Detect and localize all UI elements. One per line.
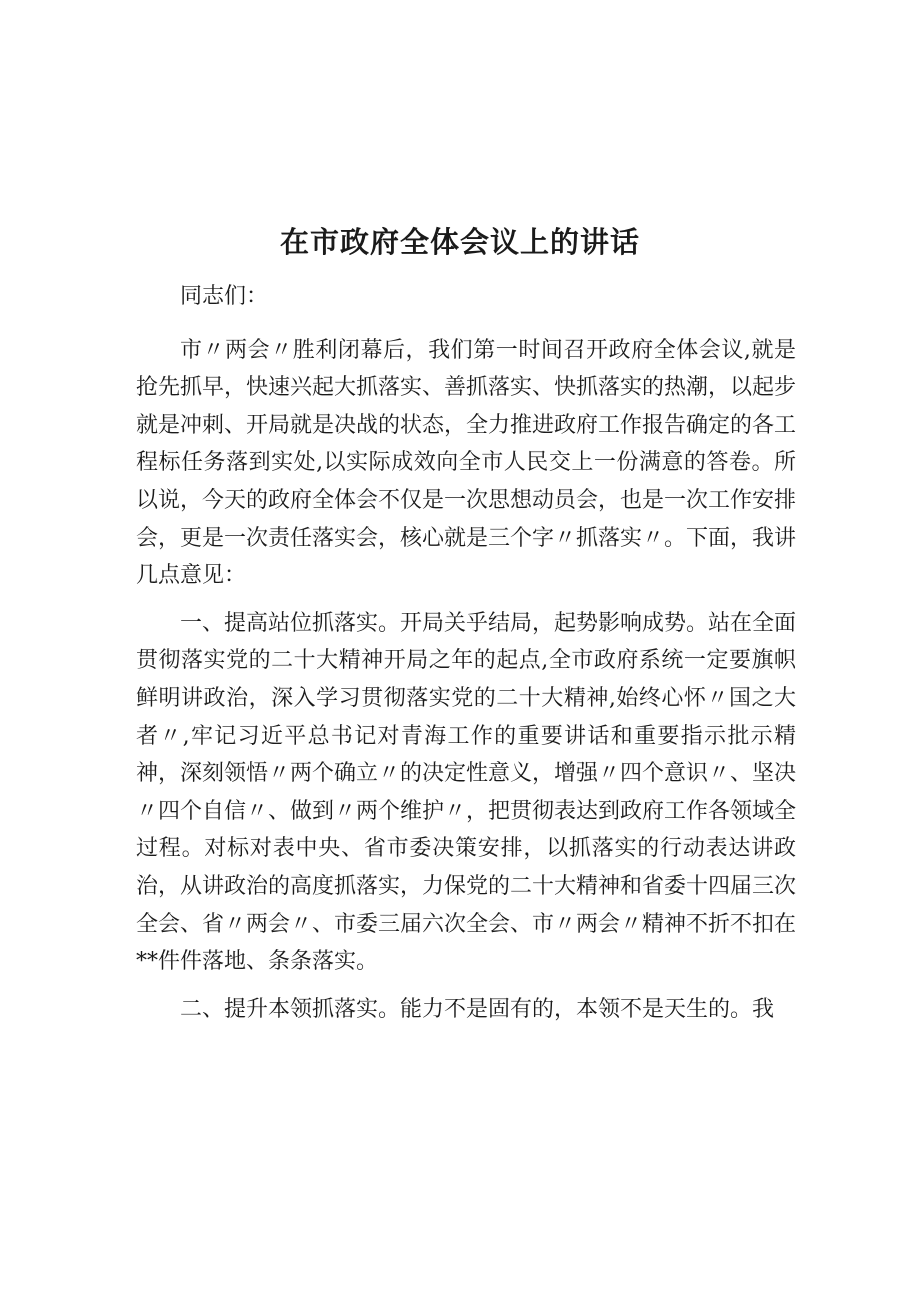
paragraph-section-1: 一、提高站位抓落实。开局关乎结局，起势影响成势。站在全面贯彻落实党的二十大精神开局之年的起点,全市政府系统一定要旗帜鲜明讲政治，深入学习贯彻落实党的二十大精神,始终心怀〃国之大者〃,牢记习近平总书记对青海工作的重要讲话和重要指示批示精神，深刻领悟〃两个确立〃的决定性意义，增强〃四个意识〃、坚决〃四个自信〃、做到〃两个维护〃，把贯彻表达到政府工作各领域全过程。对标对表中央、省市委决策安排，以抓落实的行动表达讲政治，从讲政治的高度抓落实，力保党的二十大精神和省委十四届三次全会、省〃两会〃、市委三届六次全会、市〃两会〃精神不折不扣在**件件落地、条条落实。 bbox=[136, 610, 797, 975]
document-title: 在市政府全体会议上的讲话 bbox=[279, 225, 640, 259]
paragraph-section-2: 二、提升本领抓落实。能力不是固有的，本领不是天生的。我 bbox=[180, 996, 775, 1022]
document-body bbox=[136, 278, 796, 1038]
paragraph-intro: 市〃两会〃胜利闭幕后，我们第一时间召开政府全体会议,就是抢先抓早，快速兴起大抓落实、善抓落实、快抓落实的热潮，以起步就是冲刺、开局就是决战的状态，全力推进政府工作报告确定的各工程标任务落到实处,以实际成效向全市人民交上一份满意的答卷。所以说，今天的政府全体会不仅是一次思想动员会，也是一次工作安排会，更是一次责任落实会，核心就是三个字〃抓落实〃。下面，我讲几点意见： bbox=[136, 337, 797, 589]
salutation: 同志们： bbox=[180, 284, 269, 309]
